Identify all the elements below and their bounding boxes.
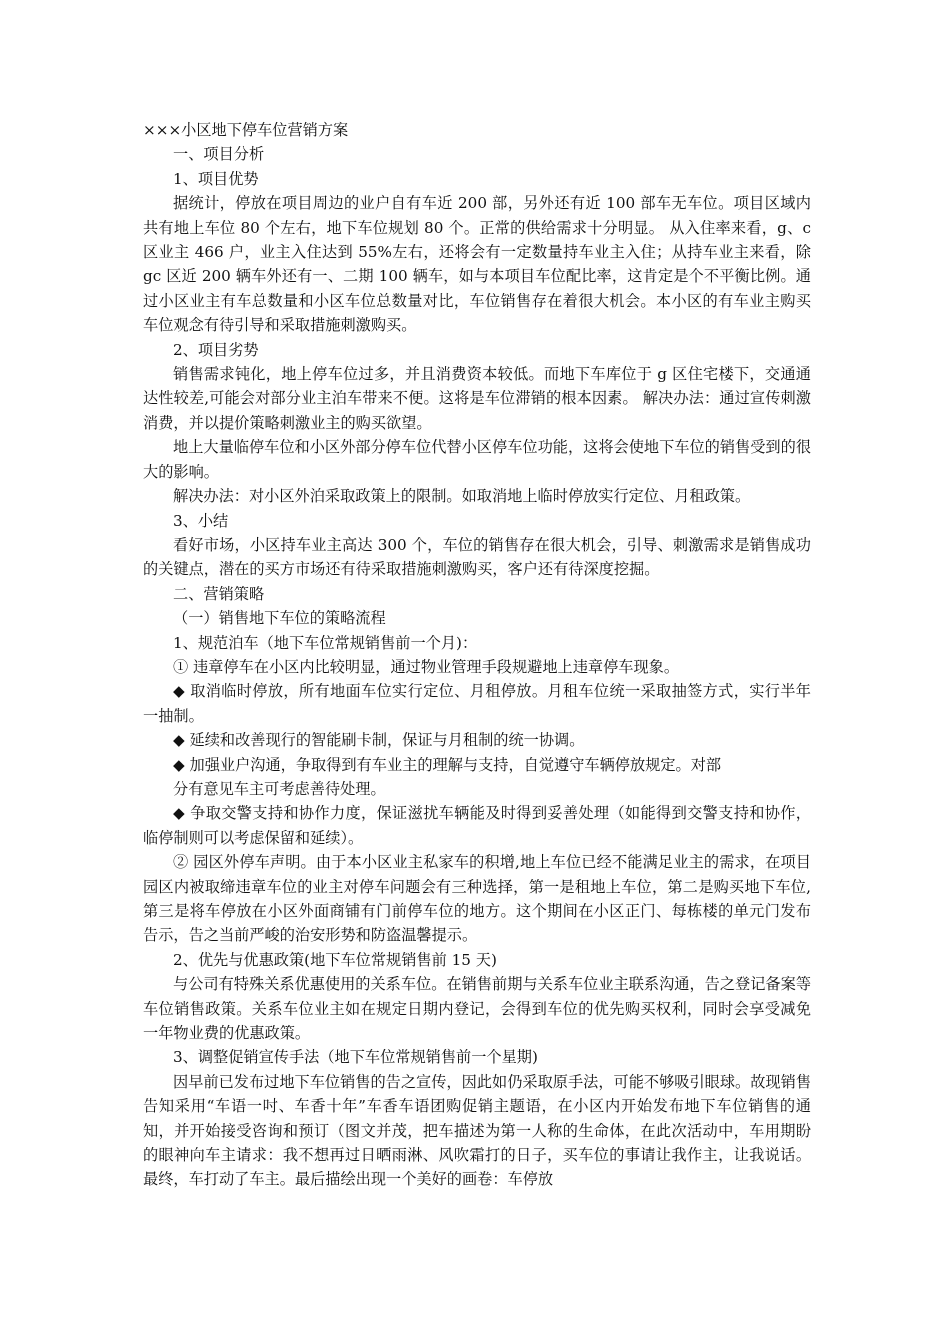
section-heading-marketing-strategy: 二、营销策略 <box>173 584 265 603</box>
bullet-smart-card: ◆ 延续和改善现行的智能刷卡制，保证与月租制的统一协调。 <box>173 731 585 750</box>
bullet-communication-continued: 分有意见车主可考虑善待处理。 <box>173 779 386 798</box>
list-item-illegal-parking: ① 违章停车在小区内比较明显，通过物业管理手段规避地上违章停车现象。 <box>173 657 680 676</box>
subheading-disadvantages: 2、项目劣势 <box>173 340 259 359</box>
subheading-advantages: 1、项目优势 <box>173 169 259 188</box>
document-title: ×××小区地下停车位营销方案 <box>143 121 349 139</box>
paragraph-promotion: 因早前已发布过地下车位销售的告之宣传，因此如仍采取原手法，可能不够吸引眼球。故现销售告知采用“车语一吋、车香十年”车香车语团购促销主题语，在小区内开始发布地下车位销售的通知，并开始接受咨询和预订（图文并茂，把车描述为第一人称的生命体，在此次活动中，车用期盼的眼神向车主请求：我不想再过日晒雨淋、风吹霜打的日子，买车位的事请让我作主，让我说话。最终，车打动了车主。最后描绘出现一个美好的画卷：车停放 <box>143 1072 811 1189</box>
subheading-regulate-parking: 1、规范泊车（地下车位常规销售前一个月)： <box>173 633 478 652</box>
subheading-priority-policy: 2、优先与优惠政策(地下车位常规销售前 15 天) <box>173 950 497 969</box>
document-body <box>143 118 811 1192</box>
paragraph-summary: 看好市场，小区持车业主高达 300 个，车位的销售存在很大机会，引导、刺激需求是销售成功的关键点，潜在的买方市场还有待采取措施刺激购买，客户还有待深度挖掘。 <box>143 535 811 579</box>
bullet-communication: ◆ 加强业户沟通，争取得到有车业主的理解与支持，自觉遵守车辆停放规定。对部 <box>173 755 722 774</box>
list-item-outside-parking: ② 园区外停车声明。由于本小区业主私家车的积增,地上车位已经不能满足业主的需求，在项目园区内被取缔违章车位的业主对停车问题会有三种选择，第一是租地上车位，第二是购买地下车位,第三是将车停放在小区外面商铺有门前停车位的地方。这个期间在小区正门、每栋楼的单元门发布告示，告之当前严峻的治安形势和防盗温馨提示。 <box>143 853 811 945</box>
subheading-summary: 3、小结 <box>173 511 229 530</box>
paragraph-solution: 解决办法：对小区外泊采取政策上的限制。如取消地上临时停放实行定位、月租政策。 <box>173 487 751 506</box>
paragraph-disadvantages: 销售需求钝化，地上停车位过多，并且消费资本较低。而地下车库位于 g 区住宅楼下，交通通达性较差,可能会对部分业主泊车带来不便。这将是车位滞销的根本因素。 解决办法：通过宣传刺激消费，并以提价策略刺激业主的购买欲望。 <box>143 365 811 432</box>
paragraph-advantages: 据统计，停放在项目周边的业户自有车近 200 部，另外还有近 100 部车无车位。项目区域内共有地上车位 80 个左右，地下车位规划 80 个。正常的供给需求十分明显。 从入住率来看，g、c 区业主 466 户，业主入住达到 55%左右，还将会有一定数量持车业主入住；从持车业主来看，除 gc 区近 200 辆车外还有一、二期 100 辆车，如与本项目车位配比率，这肯定是个不平衡比例。通过小区业主有车总数量和小区车位总数量对比，车位销售存在着很大机会。本小区的有车业主购买车位观念有待引导和采取措施刺激购买。 <box>143 194 811 335</box>
subheading-strategy-flow: （一）销售地下车位的策略流程 <box>173 609 386 628</box>
section-heading-project-analysis: 一、项目分析 <box>173 145 265 164</box>
subheading-promotion: 3、调整促销宣传手法（地下车位常规销售前一个星期) <box>173 1048 538 1067</box>
paragraph-ground-parking: 地上大量临停车位和小区外部分停车位代替小区停车位功能，这将会使地下车位的销售受到的很大的影响。 <box>143 438 811 481</box>
paragraph-priority-policy: 与公司有特殊关系优惠使用的关系车位。在销售前期与关系车位业主联系沟通，告之登记备案等车位销售政策。关系车位业主如在规定日期内登记，会得到车位的优先购买权利，同时会享受减免一年物业费的优惠政策。 <box>143 975 811 1043</box>
bullet-traffic-police: ◆ 争取交警支持和协作力度，保证滋扰车辆能及时得到妥善处理（如能得到交警支持和协作，临停制则可以考虑保留和延续）。 <box>143 804 811 847</box>
bullet-cancel-temporary: ◆ 取消临时停放，所有地面车位实行定位、月租停放。月租车位统一采取抽签方式，实行半年一抽制。 <box>143 682 811 725</box>
